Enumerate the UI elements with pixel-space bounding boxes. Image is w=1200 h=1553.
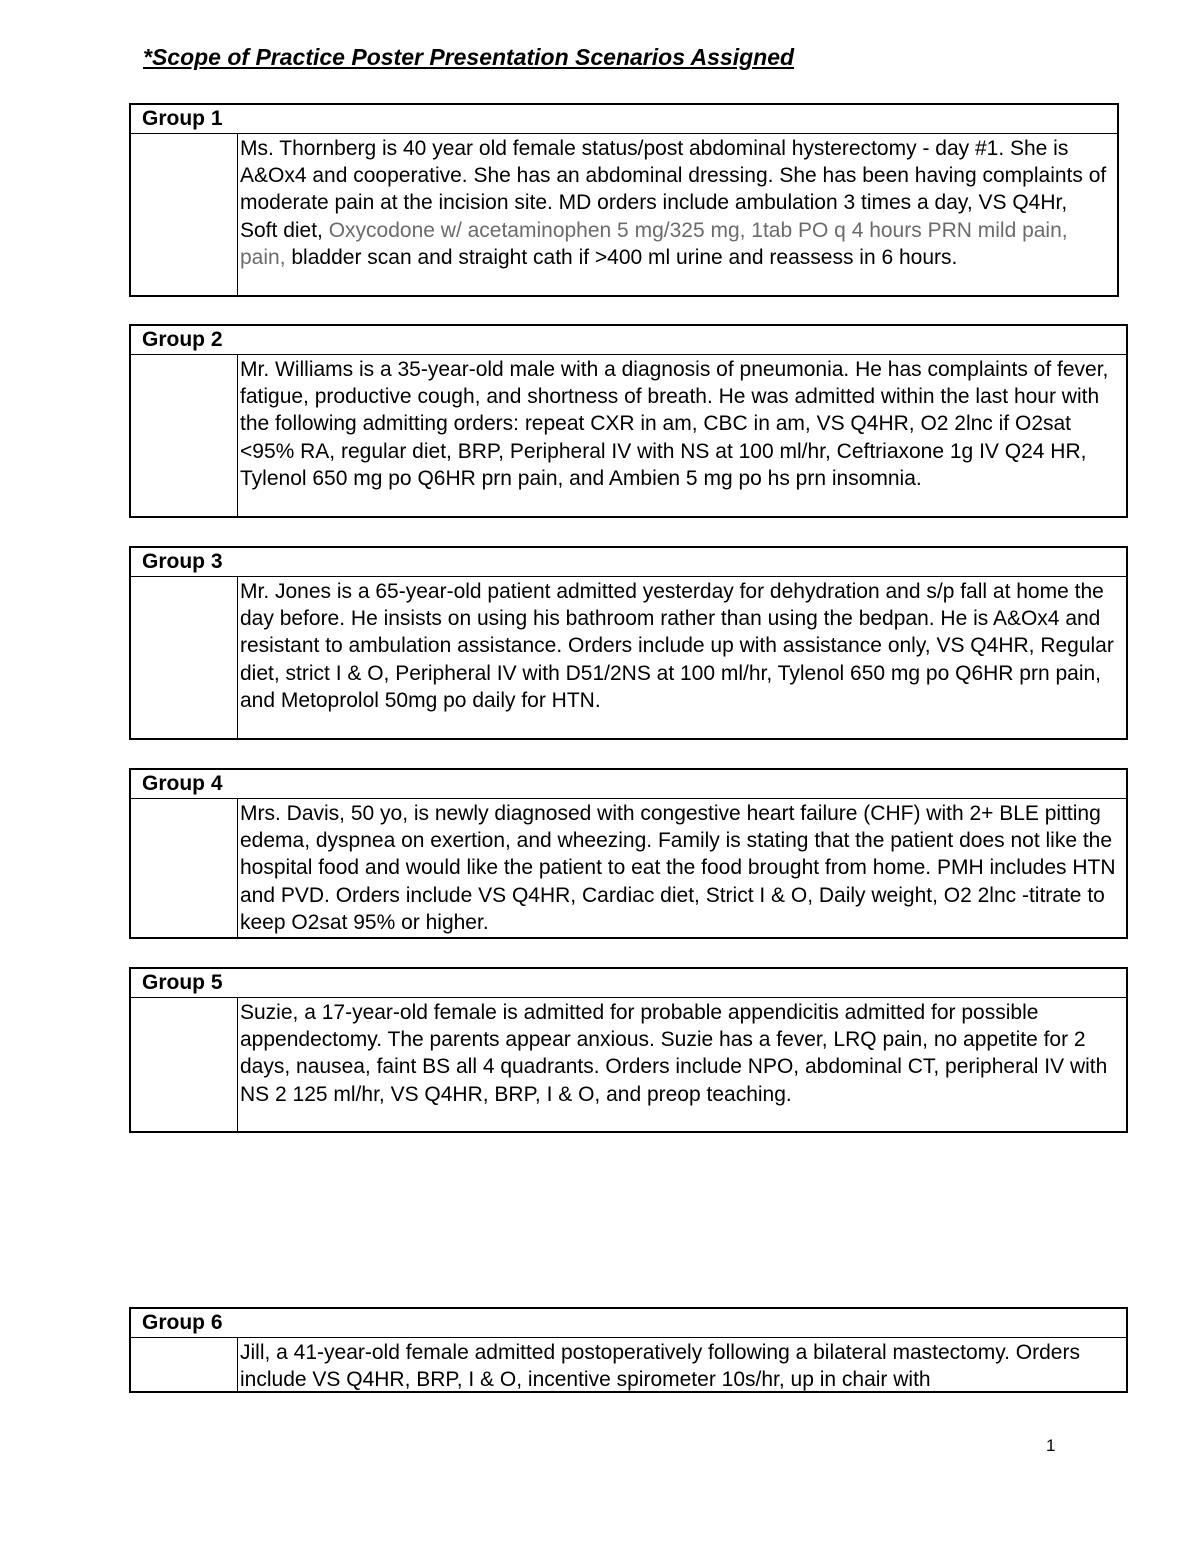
group-5-header: Group 5 (131, 969, 1126, 998)
page-number: 1 (1046, 1436, 1056, 1455)
group-1-scenario-text: Ms. Thornberg is 40 year old female status/post abdominal hysterectomy - day #1. She is A&Ox4 and cooperative. She has an abdominal dressing. She has been having complaints of moderate pain at the incision site. MD orders include ambulation 3 times a day, VS Q4Hr, Soft diet, (240, 137, 1107, 242)
group-6-scenario: Jill, a 41-year-old female admitted postoperatively following a bilateral mastectomy. Orders include VS Q4HR, BRP, I & O, incentive spirometer 10s/hr, up in chair with (240, 1341, 1080, 1392)
group-4-empty-cell (131, 799, 238, 937)
group-6-header: Group 6 (131, 1309, 1126, 1338)
group-4-scenario: Mrs. Davis, 50 yo, is newly diagnosed with congestive heart failure (CHF) with 2+ BLE pitting edema, dyspnea on exertion, and wheezing. Family is stating that the patient does not like the hospital food and would like the patient to eat the food brought from home. PMH includes HTN and PVD. Orders include VS Q4HR, Cardiac diet, Strict I & O, Daily weight, O2 2lnc -titrate to keep O2sat 95% or higher. (240, 802, 1116, 934)
group-4-body (131, 799, 1126, 937)
group-5-body (131, 998, 1126, 1131)
group-2-header: Group 2 (131, 326, 1126, 355)
group-6-table (129, 1307, 1128, 1393)
group-3-scenario: Mr. Jones is a 65-year-old patient admitted yesterday for dehydration and s/p fall at home the day before. He insists on using his bathroom rather than using the bedpan. He is A&Ox4 and resistant to ambulation assistance. Orders include up with assistance only, VS Q4HR, Regular diet, strict I & O, Peripheral IV with D51/2NS at 100 ml/hr, Tylenol 650 mg po Q6HR prn pain, and Metoprolol 50mg po daily for HTN. (240, 580, 1114, 712)
group-1-medication-order: Oxycodone w/ acetaminophen 5 mg/325 mg, 1tab PO q 4 hours PRN mild pain, pain, (240, 218, 1068, 269)
group-1-table (129, 103, 1119, 297)
group-3-empty-cell (131, 577, 238, 738)
group-1-header: Group 1 (131, 105, 1117, 134)
page-title: *Scope of Practice Poster Presentation Scenarios Assigned (143, 44, 795, 70)
group-5-empty-cell (131, 998, 238, 1131)
group-2-body (131, 355, 1126, 516)
group-3-body (131, 577, 1126, 738)
group-2-scenario: Mr. Williams is a 35-year-old male with a diagnosis of pneumonia. He has complaints of fever, fatigue, productive cough, and shortness of breath. He was admitted within the last hour with the following admitting orders: repeat CXR in am, CBC in am, VS Q4HR, O2 2lnc if O2sat <95% RA, regular diet, BRP, Peripheral IV with NS at 100 ml/hr, Ceftriaxone 1g IV Q24 HR, Tylenol 650 mg po Q6HR prn pain, and Ambien 5 mg po hs prn insomnia. (240, 358, 1109, 490)
group-3-table (129, 546, 1128, 740)
group-2-table (129, 324, 1128, 518)
group-1-empty-cell (131, 134, 238, 295)
group-4-header: Group 4 (131, 770, 1126, 799)
group-2-empty-cell (131, 355, 238, 516)
group-5-table (129, 967, 1128, 1133)
group-1-scenario (238, 134, 1117, 295)
group-1-scenario-end: bladder scan and straight cath if >400 ml urine and reassess in 6 hours. (285, 245, 958, 269)
group-1-body (131, 134, 1117, 295)
group-4-table (129, 768, 1128, 939)
group-6-body (131, 1338, 1126, 1391)
group-5-scenario: Suzie, a 17-year-old female is admitted for probable appendicitis admitted for possible appendectomy. The parents appear anxious. Suzie has a fever, LRQ pain, no appetite for 2 days, nausea, faint BS all 4 quadrants. Orders include NPO, abdominal CT, peripheral IV with NS 2 125 ml/hr, VS Q4HR, BRP, I & O, and preop teaching. (240, 1001, 1108, 1106)
group-3-header: Group 3 (131, 548, 1126, 577)
group-6-empty-cell (131, 1338, 238, 1391)
